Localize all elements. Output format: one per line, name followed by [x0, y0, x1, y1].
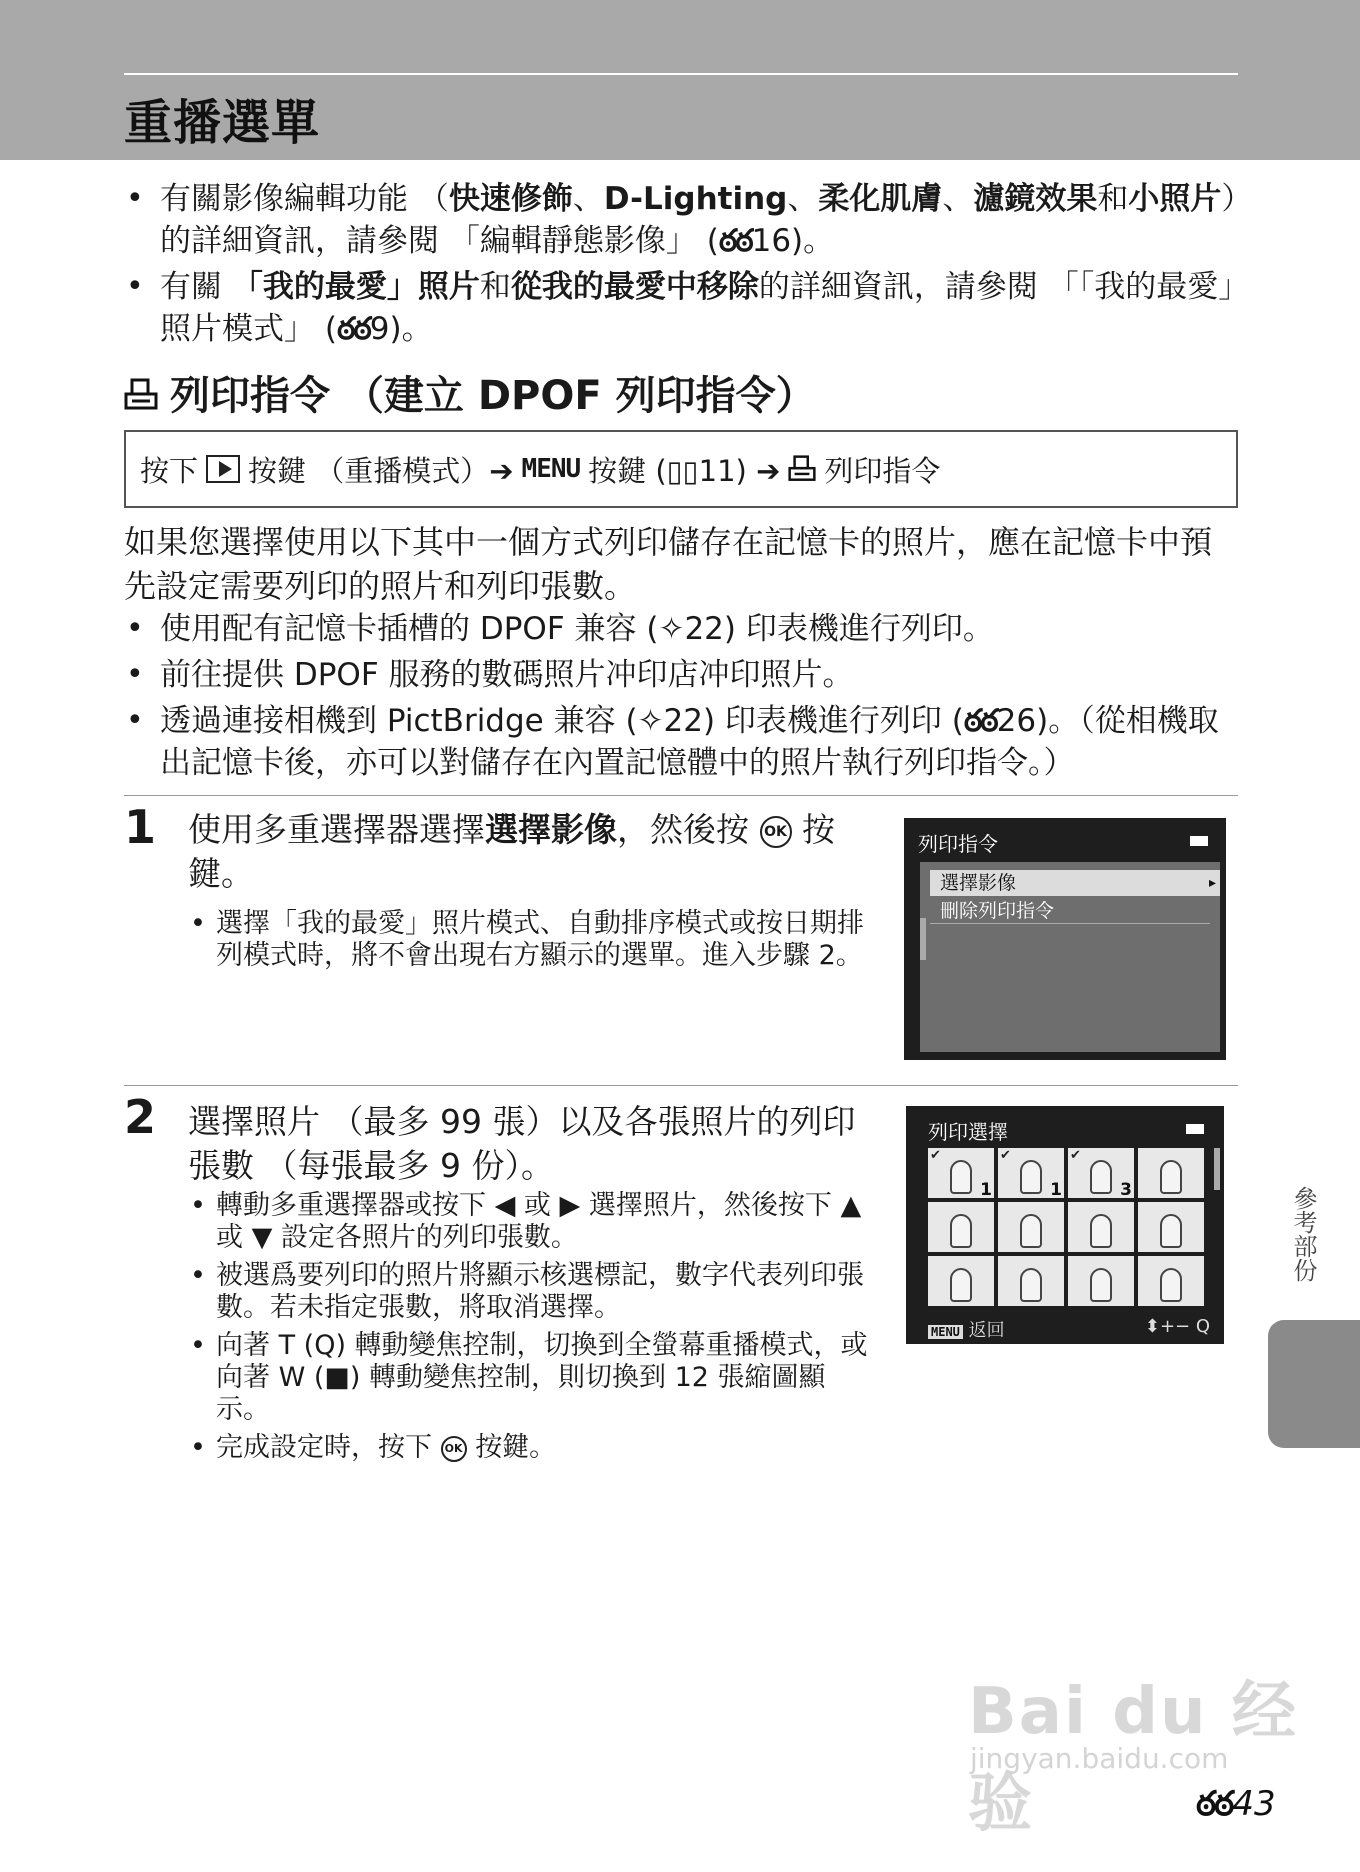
- baidu-watermark: Bai du 经验: [968, 1675, 1298, 1841]
- photo-thumbnail[interactable]: [928, 1202, 994, 1252]
- side-section-tab: [1268, 1320, 1360, 1448]
- playback-button-icon: [206, 455, 240, 483]
- person-photo-icon: [950, 1160, 972, 1194]
- section-title: 列印指令 （建立 DPOF 列印指令）: [124, 364, 816, 421]
- page-number: ఠఠ43: [1196, 1784, 1276, 1824]
- menu-item-select-images[interactable]: 選擇影像 ▸: [930, 870, 1220, 896]
- reference-icon: ఠఠ: [336, 311, 370, 347]
- list-item: • 透過連接相機到 PictBridge 兼容 (✧22) 印表機進行列印 (ఠఠ26)。（從相機取出記憶卡後，亦可以對儲存在內置記憶體中的照片執行列印指令。）: [124, 700, 1238, 784]
- print-method-list: [124, 608, 1238, 788]
- person-photo-icon: [1090, 1268, 1112, 1302]
- page-title: 重播選單: [124, 95, 321, 151]
- person-photo-icon: [1160, 1214, 1182, 1248]
- check-mark-icon: ✔: [1070, 1148, 1081, 1163]
- camera-screen-print-selection: [906, 1106, 1224, 1344]
- print-count: 3: [1120, 1180, 1132, 1198]
- scrollbar: [1214, 1148, 1220, 1190]
- reference-icon: ఠఠ: [963, 703, 997, 739]
- print-count: 1: [980, 1180, 992, 1198]
- step-2-text: 選擇照片 （最多 99 張）以及各張照片的列印張數 （每張最多 9 份）。: [188, 1102, 856, 1185]
- battery-icon: [1190, 836, 1208, 846]
- camera-screen-print-order: [904, 818, 1226, 1060]
- screen-menu: [920, 862, 1220, 1052]
- step-number: 2: [124, 1090, 157, 1144]
- photo-thumbnail[interactable]: [928, 1148, 994, 1198]
- menu-item-delete-print-order[interactable]: 刪除列印指令: [930, 898, 1210, 924]
- list-item: • 有關 「我的最愛」照片和從我的最愛中移除的詳細資訊，請參閱 「「我的最愛」照片模式」 (ఠఠ9)。: [124, 266, 1238, 350]
- footer-controls: ⬍+− Q: [1144, 1316, 1210, 1337]
- page-header: [0, 0, 1360, 160]
- person-photo-icon: [1020, 1268, 1042, 1302]
- photo-thumbnail[interactable]: [1068, 1148, 1134, 1198]
- menu-button-icon: MENU: [928, 1325, 963, 1339]
- photo-thumbnail[interactable]: [1138, 1202, 1204, 1252]
- photo-thumbnail[interactable]: [928, 1256, 994, 1306]
- screen-footer: MENU 返回 ⬍+− Q: [928, 1316, 1210, 1342]
- intro-paragraph: 如果您選擇使用以下其中一個方式列印儲存在記憶卡的照片，應在記憶卡中預先設定需要列印的照片和列印張數。: [124, 523, 1213, 605]
- step-1-notes: [188, 908, 878, 978]
- person-photo-icon: [1160, 1160, 1182, 1194]
- ok-button-icon: OK: [441, 1436, 467, 1462]
- list-item: • 有關影像編輯功能 （快速修飾、D-Lighting、柔化肌膚、濾鏡效果和小照片）的詳細資訊，請參閱 「編輯靜態影像」 (ఠఠ16)。: [124, 178, 1238, 262]
- baidu-watermark-url: jingyan.baidu.com: [970, 1742, 1229, 1775]
- book-reference-icon: ▯▯: [666, 453, 699, 488]
- step-1-text: 使用多重選擇器選擇選擇影像，然後按 OK 按鍵。: [188, 810, 835, 893]
- person-photo-icon: [1090, 1160, 1112, 1194]
- print-order-icon: [124, 376, 158, 410]
- tip-reference-icon: ✧: [637, 703, 664, 739]
- person-photo-icon: [1020, 1214, 1042, 1248]
- menu-button-icon: MENU: [521, 454, 581, 484]
- header-rule: [124, 73, 1238, 75]
- battery-icon: [1186, 1124, 1204, 1134]
- tip-reference-icon: ✧: [658, 611, 685, 647]
- reference-icon: ఠఠ: [1196, 1784, 1233, 1824]
- list-item: • 轉動多重選擇器或按下 ◀ 或 ▶ 選擇照片，然後按下 ▲ 或 ▼ 設定各照片的列印張數。: [188, 1190, 878, 1254]
- screen-title: 列印選擇: [928, 1120, 1008, 1144]
- check-mark-icon: ✔: [1000, 1148, 1011, 1163]
- list-item: • 被選爲要列印的照片將顯示核選標記，數字代表列印張數。若未指定張數，將取消選擇。: [188, 1260, 878, 1324]
- photo-thumbnail[interactable]: [998, 1256, 1064, 1306]
- ok-button-icon: OK: [760, 816, 792, 848]
- menu-navigation-path: 按下 按鍵 （重播模式）➔ MENU 按鍵 (▯▯11) ➔ 列印指令: [124, 430, 1238, 508]
- check-mark-icon: ✔: [930, 1148, 941, 1163]
- person-photo-icon: [1020, 1160, 1042, 1194]
- intro-bullet-list: [124, 178, 1238, 354]
- list-item: • 選擇「我的最愛」照片模式、自動排序模式或按日期排列模式時，將不會出現右方顯示的選單。進入步驟 2。: [188, 908, 878, 972]
- side-section-label: 參考部份: [1289, 1186, 1317, 1282]
- print-order-icon: [788, 455, 816, 483]
- photo-thumbnail[interactable]: [998, 1202, 1064, 1252]
- photo-thumbnail[interactable]: [1138, 1148, 1204, 1198]
- list-item: • 前往提供 DPOF 服務的數碼照片冲印店冲印照片。: [124, 654, 1238, 696]
- print-count: 1: [1050, 1180, 1062, 1198]
- list-item: • 使用配有記憶卡插槽的 DPOF 兼容 (✧22) 印表機進行列印。: [124, 608, 1238, 650]
- person-photo-icon: [950, 1268, 972, 1302]
- photo-thumbnail[interactable]: [1068, 1202, 1134, 1252]
- section-divider: [124, 1085, 1238, 1086]
- list-item: • 完成設定時，按下 OK 按鍵。: [188, 1432, 878, 1464]
- reference-icon: ఠఠ: [718, 223, 752, 259]
- step-2-notes: [188, 1190, 878, 1470]
- photo-thumbnail[interactable]: [1138, 1256, 1204, 1306]
- section-divider: [124, 795, 1238, 796]
- step-number: 1: [124, 800, 157, 854]
- photo-thumbnail[interactable]: [1068, 1256, 1134, 1306]
- list-item: • 向著 T (Q) 轉動變焦控制，切換到全螢幕重播模式，或向著 W (■) 轉動變焦控制，則切換到 12 張縮圖顯示。: [188, 1330, 878, 1426]
- person-photo-icon: [1090, 1214, 1112, 1248]
- person-photo-icon: [950, 1214, 972, 1248]
- screen-title: 列印指令: [918, 832, 998, 856]
- scrollbar: [920, 918, 926, 960]
- person-photo-icon: [1160, 1268, 1182, 1302]
- photo-thumbnail[interactable]: [998, 1148, 1064, 1198]
- thumbnail-grid: [928, 1148, 1210, 1308]
